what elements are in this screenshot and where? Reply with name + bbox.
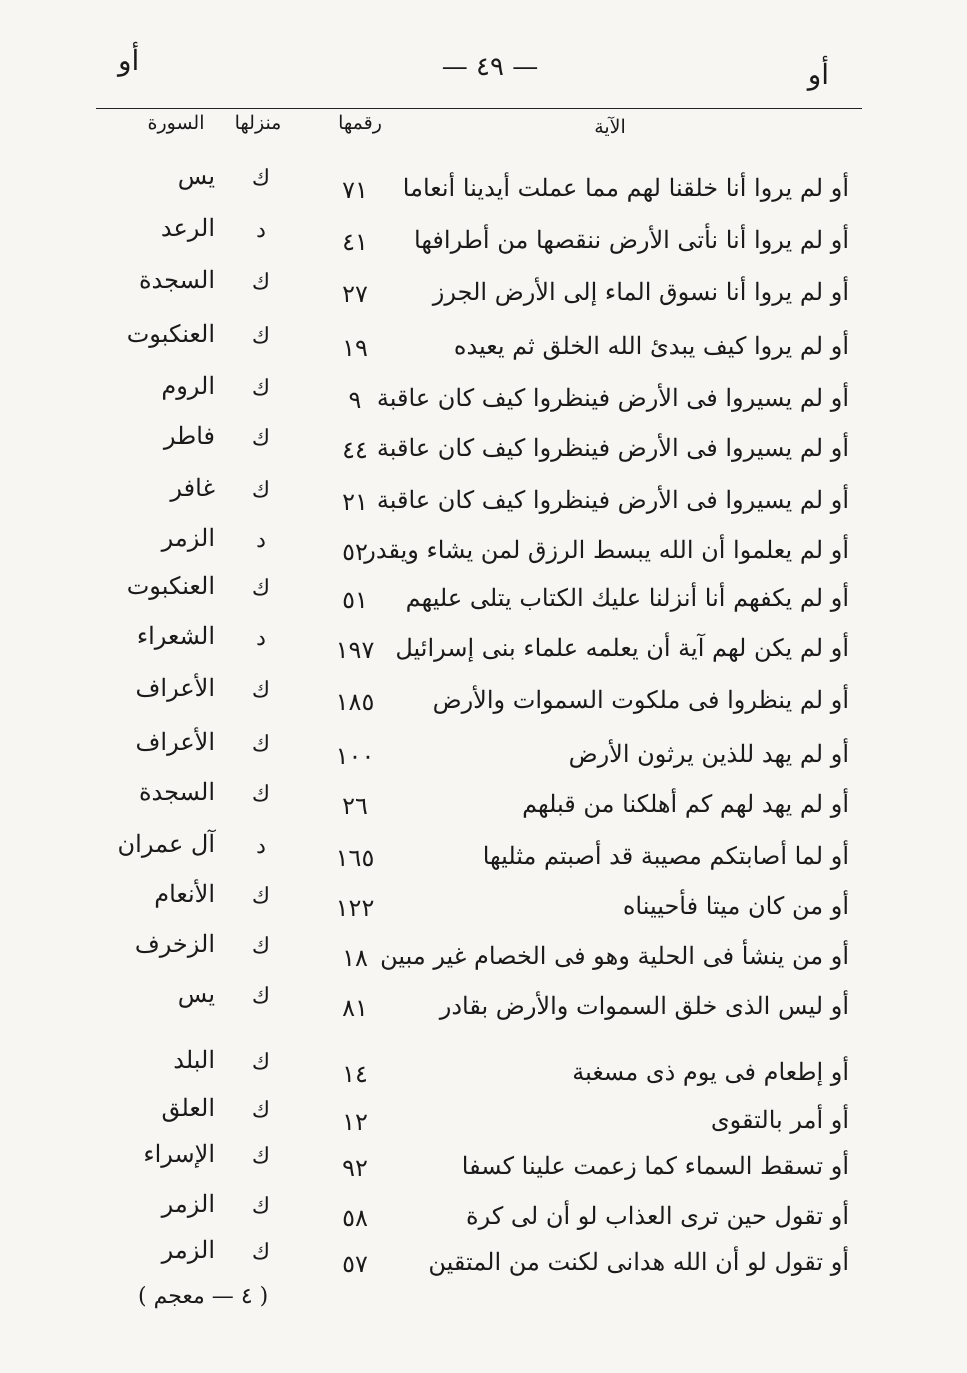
revelation-place: د — [256, 528, 266, 553]
revelation-place: ك — [251, 270, 271, 295]
ayah-text: أو لم يهد لهم كم أهلكنا من قبلهم — [522, 790, 849, 818]
surah-name: السجدة — [138, 778, 215, 806]
revelation-place: د — [256, 218, 266, 243]
ayah-number: ٥٧ — [342, 1250, 368, 1278]
revelation-place: ك — [251, 324, 271, 349]
ayah-text: أو لم ينظروا فى ملكوت السموات والأرض — [432, 686, 849, 714]
surah-name: الروم — [161, 372, 215, 400]
ayah-text: أو لم يروا أنا نأتى الأرض ننقصها من أطرافها — [414, 226, 849, 254]
ayah-number: ٧١ — [342, 176, 368, 204]
surah-name: الزمر — [161, 1236, 215, 1264]
ayah-text: أو لم يروا أنا خلقنا لهم مما عملت أيدينا أنعاما — [402, 174, 849, 202]
surah-name: الأعراف — [135, 728, 215, 756]
ayah-text: أو من كان ميتا فأحييناه — [622, 892, 849, 920]
ayah-text: أو لم يكفهم أنا أنزلنا عليك الكتاب يتلى عليهم — [405, 584, 849, 612]
surah-name: الزمر — [161, 1190, 215, 1218]
surah-name: العلق — [161, 1094, 215, 1122]
ayah-number: ١٠٠ — [335, 742, 375, 770]
table-row — [0, 830, 967, 890]
revelation-place: ك — [251, 1098, 271, 1123]
header-left-word: أو — [118, 44, 140, 77]
surah-name: الأنعام — [154, 880, 215, 908]
table-row — [0, 980, 967, 1040]
surah-name: الإسراء — [143, 1140, 215, 1168]
ayah-number: ٥٨ — [342, 1204, 368, 1232]
revelation-place: ك — [251, 576, 271, 601]
ayah-number: ١٢٢ — [335, 894, 375, 922]
revelation-place: ك — [251, 732, 271, 757]
ayah-text: أو لم يهد للذين يرثون الأرض — [568, 740, 849, 768]
revelation-place: ك — [251, 1194, 271, 1219]
ayah-number: ٨١ — [342, 994, 368, 1022]
revelation-place: ك — [251, 426, 271, 451]
table-row — [0, 422, 967, 482]
ayah-number: ١٤ — [342, 1060, 368, 1088]
surah-name: آل عمران — [117, 830, 215, 858]
column-header-ayah: الآية — [594, 116, 626, 138]
ayah-number: ١٢ — [342, 1108, 368, 1136]
revelation-place: ك — [251, 934, 271, 959]
ayah-text: أو لم يروا أنا نسوق الماء إلى الأرض الجرز — [432, 278, 849, 306]
table-row — [0, 1190, 967, 1250]
surah-name: الرعد — [160, 214, 215, 242]
surah-name: الأعراف — [135, 674, 215, 702]
ayah-number: ٤٤ — [342, 436, 368, 464]
ayah-text: أو تقول حين ترى العذاب لو أن لى كرة — [466, 1202, 849, 1230]
table-row — [0, 266, 967, 326]
table-row — [0, 372, 967, 432]
ayah-number: ٤١ — [342, 228, 368, 256]
ayah-text: أو لم يسيروا فى الأرض فينظروا كيف كان عاقبة — [376, 486, 849, 514]
ayah-number: ١٨٥ — [335, 688, 375, 716]
ayah-text: أو إطعام فى يوم ذى مسغبة — [572, 1058, 849, 1086]
revelation-place: ك — [251, 884, 271, 909]
ayah-number: ٢٦ — [342, 792, 368, 820]
revelation-place: ك — [251, 478, 271, 503]
revelation-place: د — [256, 626, 266, 651]
ayah-number: ١٦٥ — [335, 844, 375, 872]
revelation-place: د — [256, 834, 266, 859]
ayah-text: أو لم يكن لهم آية أن يعلمه علماء بنى إسرائيل — [395, 634, 849, 662]
surah-name: العنكبوت — [126, 320, 215, 348]
surah-name: فاطر — [163, 422, 215, 450]
ayah-number: ١٩٧ — [335, 636, 375, 664]
table-row — [0, 674, 967, 734]
ayah-text: أو ليس الذى خلق السموات والأرض بقادر — [439, 992, 849, 1020]
revelation-place: ك — [251, 984, 271, 1009]
surah-name: يس — [177, 980, 215, 1008]
revelation-place: ك — [251, 1240, 271, 1265]
ayah-number: ٥٢ — [342, 538, 368, 566]
revelation-place: ك — [251, 1144, 271, 1169]
ayah-text: أو تقول لو أن الله هدانى لكنت من المتقين — [428, 1248, 849, 1276]
surah-name: العنكبوت — [126, 572, 215, 600]
page-number: — ٤٩ — — [441, 52, 539, 82]
ayah-number: ٩٢ — [342, 1154, 368, 1182]
surah-name: السجدة — [138, 266, 215, 294]
ayah-text: أو تسقط السماء كما زعمت علينا كسفا — [461, 1152, 849, 1180]
table-row — [0, 162, 967, 222]
revelation-place: ك — [251, 782, 271, 807]
revelation-place: ك — [251, 678, 271, 703]
surah-name: البلد — [173, 1046, 215, 1074]
header-divider — [96, 108, 862, 109]
surah-name: يس — [177, 162, 215, 190]
revelation-place: ك — [251, 166, 271, 191]
ayah-text: أو لم يسيروا فى الأرض فينظروا كيف كان عاقبة — [376, 434, 849, 462]
revelation-place: ك — [251, 376, 271, 401]
ayah-text: أو لما أصابتكم مصيبة قد أصبتم مثليها — [482, 842, 849, 870]
header-right-word: أو — [807, 58, 829, 91]
ayah-number: ٢٧ — [342, 280, 368, 308]
table-row — [0, 1140, 967, 1200]
ayah-text: أو لم يعلموا أن الله يبسط الرزق لمن يشاء ويقدر — [364, 536, 849, 564]
ayah-number: ٥١ — [342, 586, 368, 614]
ayah-text: أو لم يروا كيف يبدئ الله الخلق ثم يعيده — [453, 332, 849, 360]
revelation-place: ك — [251, 1050, 271, 1075]
surah-name: الزمر — [161, 524, 215, 552]
surah-name: غافر — [170, 474, 215, 502]
table-row — [0, 1046, 967, 1106]
ayah-number: ٩ — [348, 386, 362, 414]
surah-name: الزخرف — [134, 930, 215, 958]
ayah-number: ١٩ — [342, 334, 368, 362]
table-row — [0, 320, 967, 380]
column-header-place: منزلها — [234, 112, 282, 134]
ayah-number: ٢١ — [342, 488, 368, 516]
table-row — [0, 474, 967, 534]
ayah-number: ١٨ — [342, 944, 368, 972]
table-row — [0, 930, 967, 990]
column-header-surah: السورة — [147, 112, 205, 134]
ayah-text: أو من ينشأ فى الحلية وهو فى الخصام غير مبين — [380, 942, 849, 970]
column-header-number: رقمها — [338, 112, 382, 134]
surah-name: الشعراء — [136, 622, 215, 650]
ayah-text: أو لم يسيروا فى الأرض فينظروا كيف كان عاقبة — [376, 384, 849, 412]
footer-signature: ( ٤ — معجم ) — [138, 1284, 269, 1309]
ayah-text: أو أمر بالتقوى — [710, 1106, 849, 1134]
